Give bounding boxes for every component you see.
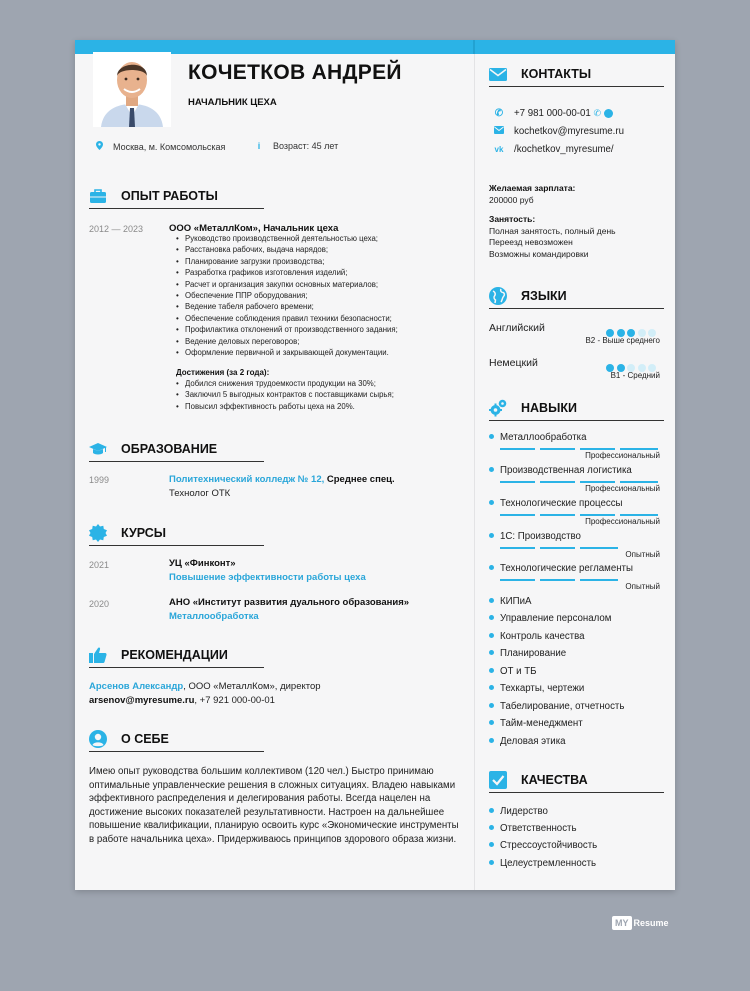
section-title: ОБРАЗОВАНИЕ — [121, 442, 218, 456]
skill-name: Производственная логистика — [500, 465, 632, 476]
list-item: • Руководство производственной деятельностью цеха; — [185, 233, 398, 244]
education-year: 1999 — [89, 475, 110, 485]
list-item: • Расстановка рабочих, выдача нарядов; — [185, 244, 398, 255]
skill-name: Металлообработка — [500, 432, 587, 443]
contact-email-row — [493, 126, 624, 137]
quality-item — [489, 840, 597, 851]
section-title: КОНТАКТЫ — [521, 67, 592, 81]
list-item: • Оформление первичной и закрывающей документации. — [185, 347, 398, 358]
list-item: • Расчет и организация закупки основных материалов; — [185, 279, 398, 290]
recommender-company: , ООО «МеталлКом», директор — [183, 681, 321, 692]
skill-name: ОТ и ТБ — [500, 666, 537, 677]
course-year: 2020 — [89, 599, 110, 609]
contact-vk-row — [493, 144, 614, 155]
skill-item — [489, 531, 581, 542]
recommender-email[interactable]: arsenov@myresume.ru — [89, 695, 195, 706]
job-title: ООО «МеталлКом», Начальник цеха — [169, 223, 339, 234]
course-name[interactable]: Повышение эффективности работы цеха — [169, 572, 366, 583]
duties-list — [169, 233, 398, 358]
list-item: • Повысил эффективность работы цеха на 20%. — [185, 401, 394, 412]
employment-block — [489, 214, 616, 260]
logo-my: MY — [612, 916, 632, 930]
list-item: • Обеспечение ППР оборудования; — [185, 290, 398, 301]
section-title: О СЕБЕ — [121, 732, 169, 746]
profile-photo — [93, 52, 171, 127]
gears-icon — [489, 399, 507, 417]
quality-name: Стрессоустойчивость — [500, 840, 598, 851]
course-entry — [169, 596, 409, 624]
course-entry — [169, 557, 366, 585]
employment-line: Возможны командировки — [489, 248, 589, 259]
contact-phone-row — [493, 108, 613, 119]
achievements-title: Достижения (за 2 года): — [176, 368, 270, 377]
telegram-icon[interactable] — [604, 109, 613, 118]
contact-email[interactable]: kochetkov@myresume.ru — [514, 126, 624, 137]
skill-item — [489, 465, 632, 476]
age-row — [253, 141, 338, 151]
list-item: • Добился снижения трудоемкости продукции на 30%; — [185, 378, 394, 389]
section-title: ОПЫТ РАБОТЫ — [121, 189, 218, 203]
graduation-cap-icon — [89, 440, 107, 458]
skill-item — [489, 432, 586, 443]
skill-name: Технологические процессы — [500, 498, 623, 509]
skill-item — [489, 596, 531, 607]
list-item: • Заключил 5 выгодных контрактов с поставщиками сырья; — [185, 389, 394, 400]
badge-icon — [89, 524, 107, 542]
skill-item — [489, 613, 611, 624]
skill-name: 1С: Производство — [500, 531, 581, 542]
quality-item — [489, 858, 596, 869]
list-item: • Разработка графиков изготовления изделий; — [185, 267, 398, 278]
skill-level: Профессиональный — [585, 451, 660, 460]
column-divider — [474, 54, 475, 890]
section-title: КАЧЕСТВА — [521, 773, 588, 787]
achievements-list — [169, 378, 394, 412]
skill-item — [489, 563, 633, 574]
quality-name: Ответственность — [500, 823, 577, 834]
candidate-position: НАЧАЛЬНИК ЦЕХА — [188, 97, 277, 108]
envelope-icon — [493, 126, 505, 137]
list-item: • Планирование загрузки производства; — [185, 256, 398, 267]
section-title: НАВЫКИ — [521, 401, 577, 415]
skill-name: Техкарты, чертежи — [500, 683, 585, 694]
age-text: Возраст: 45 лет — [273, 141, 339, 151]
location-row — [93, 141, 225, 152]
viber-icon[interactable]: ✆ — [593, 108, 602, 118]
globe-icon — [489, 287, 507, 305]
thumbs-up-icon — [89, 646, 107, 664]
skill-item — [489, 736, 566, 747]
skill-name: Технологические регламенты — [500, 563, 633, 574]
location-pin-icon — [93, 141, 105, 152]
quality-item — [489, 806, 548, 817]
salary-value: 200000 руб — [489, 194, 534, 205]
course-org: АНО «Институт развития дуального образования» — [169, 597, 410, 608]
skill-name: Табелирование, отчетность — [500, 701, 625, 712]
about-text: Имею опыт руководства большим коллективом (120 чел.) Быстро принимаю оптимальные управленческие решения в сложных ситуациях. Владею навыками эффективного распределения и делегирования работы. Всегда нацелен на достижение высоких показателей результативности. Настроен на дальнейшее повышение квалификации, планирую освоить курс «Экономические инструменты в работе начальника цеха». Придерживаюсь принципов здорового образа жизни. — [89, 766, 459, 845]
contact-vk[interactable]: /kochetkov_myresume/ — [514, 144, 614, 155]
salary-block — [489, 183, 575, 206]
skill-item — [489, 701, 624, 712]
language-level: B2 - Выше среднего — [585, 336, 660, 345]
employment-label: Занятость: — [489, 214, 536, 224]
myresume-logo — [612, 913, 669, 931]
vk-icon: vk — [494, 145, 504, 154]
briefcase-icon — [89, 187, 107, 205]
skill-level: Профессиональный — [585, 484, 660, 493]
language-name: Немецкий — [489, 357, 538, 369]
skill-name: КИПиА — [500, 596, 532, 607]
skill-level: Профессиональный — [585, 517, 660, 526]
employment-line: Полная занятость, полный день — [489, 225, 616, 236]
skill-name: Деловая этика — [500, 736, 566, 747]
section-title: ЯЗЫКИ — [521, 289, 567, 303]
location-text: Москва, м. Комсомольская — [113, 142, 226, 152]
course-year: 2021 — [89, 560, 110, 570]
skill-name: Тайм-менеджмент — [500, 718, 583, 729]
envelope-icon — [489, 65, 507, 83]
quality-item — [489, 823, 577, 834]
skill-item — [489, 718, 583, 729]
list-item: • Ведение табеля рабочего времени; — [185, 301, 398, 312]
recommender-phone: , +7 921 000-00-01 — [194, 695, 275, 706]
skill-item — [489, 631, 585, 642]
skill-name: Контроль качества — [500, 631, 585, 642]
language-level: B1 - Средний — [610, 371, 660, 380]
education-level: Среднее спец. — [324, 474, 395, 485]
quality-name: Целеустремленность — [500, 858, 597, 869]
section-title: РЕКОМЕНДАЦИИ — [121, 648, 228, 662]
checkbox-icon — [489, 771, 507, 789]
language-name: Английский — [489, 322, 545, 334]
course-name[interactable]: Металлообработка — [169, 611, 259, 622]
skill-item — [489, 498, 623, 509]
salary-label: Желаемая зарплата: — [489, 183, 576, 193]
skill-level: Опытный — [625, 550, 660, 559]
skill-item — [489, 666, 537, 677]
school-name[interactable]: Политехнический колледж № 12, — [169, 474, 325, 485]
skill-item — [489, 683, 584, 694]
recommender-name[interactable]: Арсенов Александр — [89, 681, 184, 692]
user-circle-icon — [89, 730, 107, 748]
info-icon: i — [257, 141, 261, 151]
employment-line: Переезд невозможен — [489, 237, 573, 247]
list-item: • Профилактика отклонений от производственного задания; — [185, 324, 398, 335]
skill-item — [489, 648, 566, 659]
phone-icon: ✆ — [494, 108, 504, 119]
candidate-name: КОЧЕТКОВ АНДРЕЙ — [188, 61, 402, 84]
education-entry — [169, 473, 395, 501]
list-item: • Ведение деловых переговоров; — [185, 336, 398, 347]
contact-phone[interactable]: +7 981 000-00-01 — [514, 108, 591, 119]
skill-name: Планирование — [500, 648, 567, 659]
job-period: 2012 — 2023 — [89, 224, 144, 234]
education-specialty: Технолог ОТК — [169, 488, 231, 499]
course-org: УЦ «Финконт» — [169, 558, 236, 569]
skill-name: Управление персоналом — [500, 613, 612, 624]
section-title: КУРСЫ — [121, 526, 167, 540]
logo-resume: Resume — [633, 918, 669, 928]
list-item: • Обеспечение соблюдения правил техники безопасности; — [185, 313, 398, 324]
skill-level: Опытный — [625, 582, 660, 591]
quality-name: Лидерство — [500, 806, 548, 817]
recommendation-entry — [89, 680, 321, 708]
resume-page — [75, 40, 675, 890]
